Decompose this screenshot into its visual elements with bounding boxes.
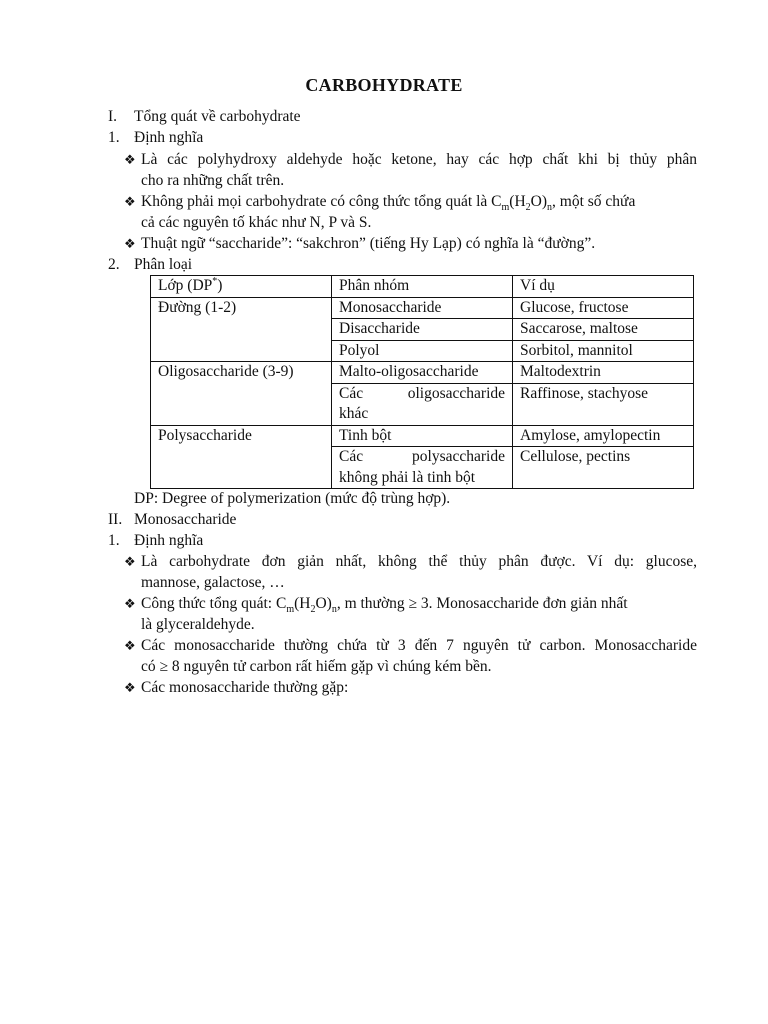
table-cell: Glucose, fructose [513, 297, 694, 319]
bullet-text-formula: Không phải mọi carbohydrate có công thức tổng quát là $C_m(H_2O)_n$, một số chứa [141, 193, 636, 214]
table-cell: Polyol [332, 340, 513, 362]
table-cell: Các polysaccharide không phải là tinh bột [332, 447, 513, 489]
table-cell [151, 319, 332, 341]
table-header-row [151, 276, 694, 298]
subsection-1-2-number: 2. [108, 256, 120, 273]
bullet-icon: ❖ [124, 194, 136, 209]
table-cell: Các oligosaccharide khác [332, 383, 513, 425]
bullet-text-formula: Công thức tổng quát: $C_m(H_2O)_n$, m thường ≥ 3. Monosaccharide đơn giản nhất [141, 595, 628, 616]
bullet-text-continuation: có ≥ 8 nguyên tử carbon rất hiếm gặp vì chúng kém bền. [141, 658, 492, 675]
bullet-icon: ❖ [124, 680, 136, 695]
table-cell: Disaccharide [332, 319, 513, 341]
bullet-text: Là carbohydrate đơn giản nhất, không thể thủy phân được. Ví dụ: glucose, [141, 553, 697, 570]
table-row [151, 340, 694, 362]
bullet-text-continuation: cả các nguyên tố khác như N, P và S. [141, 214, 372, 231]
table-footnote: DP: Degree of polymerization (mức độ trùng hợp). [134, 490, 451, 507]
table-row [151, 319, 694, 341]
table-row [151, 362, 694, 384]
bullet-text-continuation: mannose, galactose, … [141, 574, 285, 591]
bullet-text: Các monosaccharide thường gặp: [141, 679, 349, 696]
section-1-heading: Tổng quát về carbohydrate [134, 108, 301, 125]
table-row [151, 383, 694, 425]
subsection-1-1-number: 1. [108, 129, 120, 146]
subsection-1-1-heading: Định nghĩa [134, 129, 204, 146]
subsection-1-2-heading: Phân loại [134, 256, 193, 273]
table-cell: Đường (1-2) [151, 297, 332, 319]
section-1-number: I. [108, 108, 118, 125]
table-cell [151, 340, 332, 362]
bullet-text: Thuật ngữ “saccharide”: “sakchron” (tiếng Hy Lạp) có nghĩa là “đường”. [141, 235, 596, 252]
table-cell: Tinh bột [332, 425, 513, 447]
section-2-number: II. [108, 511, 123, 528]
subsection-2-1-number: 1. [108, 532, 120, 549]
table-cell [151, 383, 332, 425]
table-cell: Amylose, amylopectin [513, 425, 694, 447]
section-2-heading: Monosaccharide [134, 511, 237, 528]
table-row [151, 297, 694, 319]
subsection-2-1-heading: Định nghĩa [134, 532, 204, 549]
classification-table [150, 275, 694, 489]
table-cell: Malto-oligosaccharide [332, 362, 513, 384]
table-cell: Monosaccharide [332, 297, 513, 319]
bullet-icon: ❖ [124, 638, 136, 653]
table-cell: Saccarose, maltose [513, 319, 694, 341]
bullet-text: Là các polyhydroxy aldehyde hoặc ketone, hay các hợp chất khi bị thủy phân [141, 151, 697, 168]
table-cell: Sorbitol, mannitol [513, 340, 694, 362]
table-cell: Raffinose, stachyose [513, 383, 694, 425]
table-cell: Polysaccharide [151, 425, 332, 447]
bullet-text: Các monosaccharide thường chứa từ 3 đến 7 nguyên tử carbon. Monosaccharide [141, 637, 697, 654]
table-row [151, 447, 694, 489]
table-cell: Oligosaccharide (3-9) [151, 362, 332, 384]
table-header-cell: Lớp (DP*) [151, 276, 332, 298]
table-header-cell: Ví dụ [513, 276, 694, 298]
bullet-text-continuation: cho ra những chất trên. [141, 172, 285, 189]
bullet-text-continuation: là glyceraldehyde. [141, 616, 255, 633]
table-cell [151, 447, 332, 489]
bullet-icon: ❖ [124, 596, 136, 611]
table-row [151, 425, 694, 447]
bullet-icon: ❖ [124, 152, 136, 167]
bullet-icon: ❖ [124, 236, 136, 251]
bullet-icon: ❖ [124, 554, 136, 569]
table-cell: Cellulose, pectins [513, 447, 694, 489]
table-header-cell: Phân nhóm [332, 276, 513, 298]
table-cell: Maltodextrin [513, 362, 694, 384]
page-title: CARBOHYDRATE [305, 75, 463, 95]
